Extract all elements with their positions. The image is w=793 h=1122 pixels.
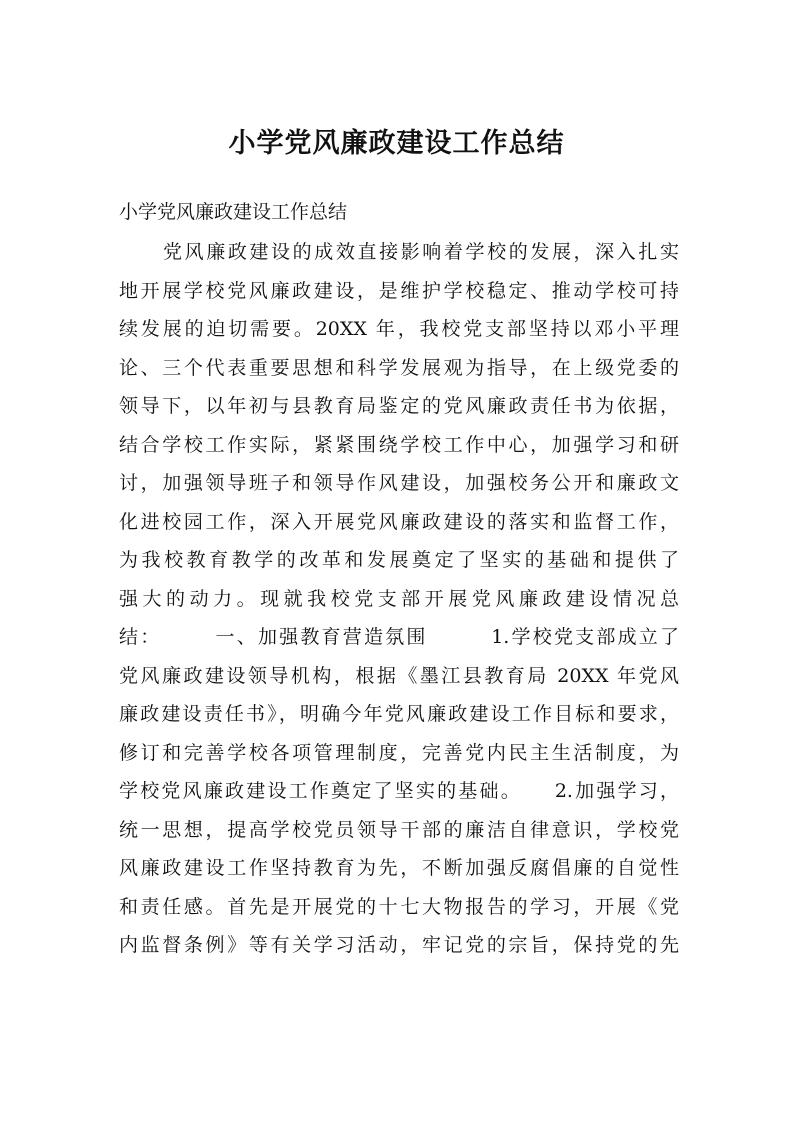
text-line: 续发展的迫切需要。20XX 年，我校党支部坚持以邓小平理: [119, 318, 679, 340]
text-line: 风廉政建设工作坚持教育为先，不断加强反腐倡廉的自觉性: [119, 857, 679, 879]
text-line: 党风廉政建设领导机构，根据《墨江县教育局 20XX 年党风: [119, 664, 679, 687]
body-text: [119, 233, 679, 965]
text-line: 学校党风廉政建设工作奠定了坚实的基础。 2.加强学习，: [119, 780, 679, 802]
text-line: 党风廉政建设的成效直接影响着学校的发展，深入扎实: [163, 241, 679, 263]
text-line: 领导下，以年初与县教育局鉴定的党风廉政责任书为依据，: [119, 395, 679, 417]
text-line: 内监督条例》等有关学习活动，牢记党的宗旨，保持党的先: [119, 934, 679, 956]
text-line: 讨，加强领导班子和领导作风建设，加强校务公开和廉政文: [119, 472, 679, 494]
text-line: 结： 一、加强教育营造氛围 1.学校党支部成立了: [119, 626, 679, 648]
text-line: 统一思想，提高学校党员领导干部的廉洁自律意识，学校党: [119, 818, 679, 841]
text-line: 地开展学校党风廉政建设，是维护学校稳定、推动学校可持: [119, 279, 679, 302]
text-line: 论、三个代表重要思想和科学发展观为指导，在上级党委的: [119, 356, 679, 379]
text-line: 结合学校工作实际，紧紧围绕学校工作中心，加强学习和研: [119, 433, 679, 456]
text-line: 强大的动力。现就我校党支部开展党风廉政建设情况总: [119, 587, 679, 610]
text-line: 廉政建设责任书》，明确今年党风廉政建设工作目标和要求，: [119, 703, 679, 725]
text-line: 修订和完善学校各项管理制度，完善党内民主生活制度，为: [119, 741, 679, 764]
text-line: 化进校园工作，深入开展党风廉政建设的落实和监督工作，: [119, 510, 679, 533]
text-line: 为我校教育教学的改革和发展奠定了坚实的基础和提供了: [119, 549, 679, 571]
page-title: 小学党风廉政建设工作总结: [228, 128, 565, 159]
text-line: 和责任感。首先是开展党的十七大物报告的学习，开展《党: [119, 895, 679, 918]
document-subtitle: 小学党风廉政建设工作总结: [119, 201, 348, 223]
